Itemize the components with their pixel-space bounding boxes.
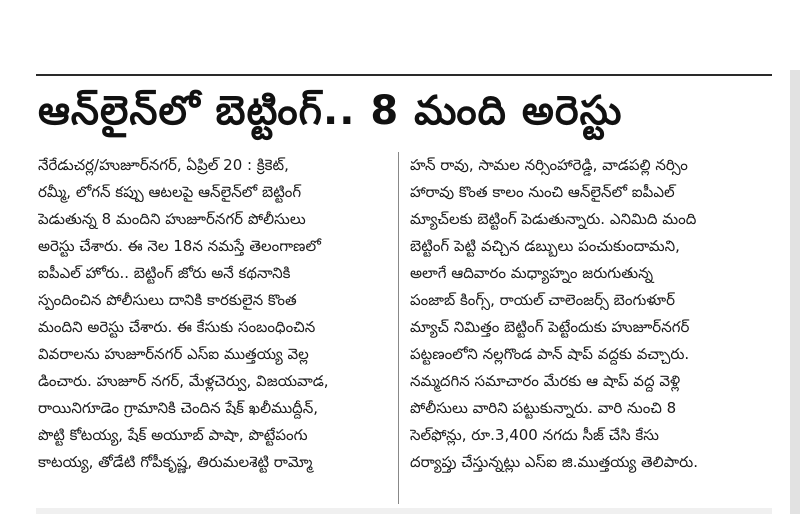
body-line: అలాగే ఆదివారం మధ్యాహ్నం జరుగుతున్న	[410, 264, 654, 282]
left-column	[38, 152, 394, 476]
body-line: పట్టణంలోని నల్లగొండ పాన్ షాప్ వద్దకు వచ్చారు.	[410, 345, 690, 363]
body-line: హారావు కొంత కాలం నుంచి ఆన్‌లైన్‌లో ఐపీఎల్	[410, 183, 675, 201]
body-line: రాయినిగూడెం గ్రామానికి చెందిన షేక్ ఖలీముద్దీన్,	[38, 399, 319, 417]
body-line: కాటయ్య, తోడేటి గోపీకృష్ణ, తిరుమలశెట్టి రామ్మో	[38, 453, 313, 471]
body-line: నమ్మదగిన సమాచారం మేరకు ఆ షాప్ వద్ద వెళ్లి	[410, 372, 681, 390]
column-divider	[398, 152, 399, 504]
body-line: మ్యాచ్ నిమిత్తం బెట్టింగ్ పెట్టేందుకు హుజూర్‌నగర్	[410, 318, 690, 336]
body-line: ఐపీఎల్ హోరు.. బెట్టింగ్ జోరు అనే కథనానికి	[38, 264, 291, 282]
body-line: పొట్టి కోటయ్య, షేక్ అయూబ్ పాషా, పొట్టేపంగు	[38, 426, 308, 444]
right-column	[410, 152, 766, 476]
body-line: నేరేడుచర్ల/హుజూర్‌నగర్, ఏప్రిల్ 20 : క్రికెట్,	[38, 156, 289, 174]
body-line: మందిని అరెస్టు చేశారు. ఈ కేసుకు సంబంధించిన	[38, 318, 316, 336]
body-line: స్పందించిన పోలీసులు దానికి కారకులైన కొంత	[38, 291, 297, 309]
body-line: దర్యాప్తు చేస్తున్నట్లు ఎస్‌ఐ జి.ముత్తయ్య తెలిపారు.	[410, 453, 698, 471]
top-rule	[36, 74, 772, 76]
body-line: బెట్టింగ్ పెట్టి వచ్చిన డబ్బులు పంచుకుందామని,	[410, 237, 680, 255]
body-line: వివరాలను హుజూర్‌నగర్ ఎస్‌ఐ ముత్తయ్య వెల్ల	[38, 345, 309, 363]
bottom-rule	[36, 508, 772, 514]
body-line: రమ్మీ, లోగన్ కప్పు ఆటలపై ఆన్‌లైన్‌లో బెట్టింగ్	[38, 183, 302, 201]
body-line: మ్యాచ్‌లకు బెట్టింగ్ పెడుతున్నారు. ఎనిమిది మంది	[410, 210, 697, 228]
body-line: సెల్‌ఫోన్లు, రూ.3,400 నగదు సీజ్ చేసి కేసు	[410, 426, 659, 444]
headline: ఆన్‌లైన్‌లో బెట్టింగ్.. 8 మంది అరెస్టు	[38, 88, 623, 134]
body-line: పెడుతున్న 8 మందిని హుజూర్‌నగర్ పోలీసులు	[38, 210, 306, 228]
page-edge-bar	[790, 70, 800, 514]
body-line: హన్ రావు, సామల నర్సింహారెడ్డి, వాడపల్లి నర్సిం	[410, 156, 688, 174]
body-line: పోలీసులు వారిని పట్టుకున్నారు. వారి నుంచి 8	[410, 399, 677, 417]
body-line: పంజాబ్ కింగ్స్, రాయల్ చాలెంజర్స్ బెంగుళూర్	[410, 291, 676, 309]
body-line: అరెస్టు చేశారు. ఈ నెల 18న నమస్తే తెలంగాణలో	[38, 237, 321, 255]
body-line: డించారు. హుజూర్ నగర్, మేళ్లచెర్వు, విజయవాడ,	[38, 372, 329, 390]
